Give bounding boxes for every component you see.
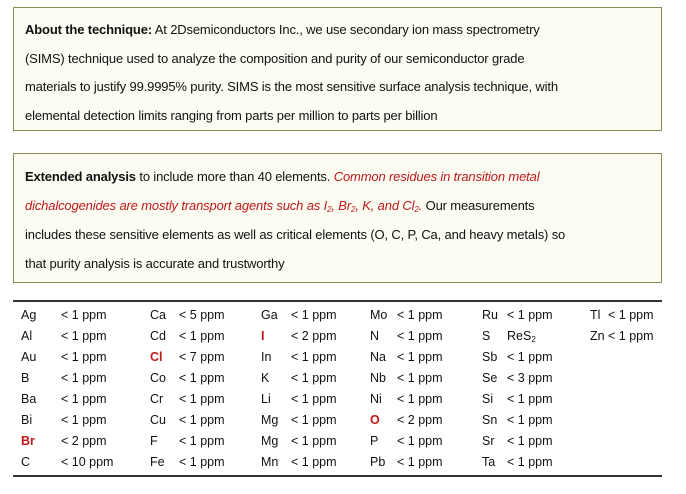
technique-line-1: About the technique: At 2Dsemiconductors Inc., we use secondary ion mass spectrometry <box>25 22 540 37</box>
detection-limit: < 1 ppm <box>61 413 107 427</box>
detection-limit: < 1 ppm <box>61 308 107 322</box>
technique-heading: About the technique: <box>25 22 152 37</box>
element-symbol: Mg <box>261 434 279 448</box>
element-symbol: Co <box>150 371 166 385</box>
extended-line-1: Extended analysis to include more than 40 elements. Common residues in transition metal <box>25 169 540 184</box>
technique-line-2: (SIMS) technique used to analyze the composition and purity of our semiconductor grade <box>25 50 525 66</box>
element-symbol: Mn <box>261 455 279 469</box>
element-symbol: Ta <box>482 455 496 469</box>
element-symbol: P <box>370 434 379 448</box>
detection-limit: < 1 ppm <box>291 434 337 448</box>
detection-limit: < 2 ppm <box>61 434 107 448</box>
element-symbol: Zn <box>590 329 605 343</box>
element-symbol: Pb <box>370 455 386 469</box>
detection-limit: < 1 ppm <box>291 308 337 322</box>
detection-limits-table <box>13 300 662 477</box>
detection-limit: < 1 ppm <box>397 434 443 448</box>
detection-limit: < 1 ppm <box>608 329 654 343</box>
detection-limit: < 1 ppm <box>507 434 553 448</box>
detection-limit: < 1 ppm <box>179 455 225 469</box>
detection-limit: < 1 ppm <box>397 392 443 406</box>
element-symbol: Bi <box>21 413 33 427</box>
element-symbol: Ba <box>21 392 37 406</box>
element-symbol: C <box>21 455 31 469</box>
detection-limit: < 1 ppm <box>507 455 553 469</box>
element-symbol: Se <box>482 371 498 385</box>
element-symbol: O <box>370 413 380 427</box>
element-symbol: In <box>261 350 272 364</box>
element-symbol: F <box>150 434 158 448</box>
element-symbol: Ca <box>150 308 166 322</box>
detection-limit: < 1 ppm <box>291 413 337 427</box>
element-symbol: S <box>482 329 491 343</box>
detection-limit: < 1 ppm <box>61 371 107 385</box>
detection-limit: < 1 ppm <box>507 350 553 364</box>
detection-limit: < 5 ppm <box>179 308 225 322</box>
detection-limit: < 1 ppm <box>61 392 107 406</box>
element-symbol: Ni <box>370 392 382 406</box>
detection-limit: < 1 ppm <box>179 413 225 427</box>
detection-limit: < 1 ppm <box>608 308 654 322</box>
detection-limit: < 1 ppm <box>291 455 337 469</box>
element-symbol: Ru <box>482 308 498 322</box>
element-symbol: Br <box>21 434 35 448</box>
extended-line-2: dichalcogenides are mostly transport agents such as $I_2$, $Br_2$, K, and $Cl_2$. Our measurements <box>25 198 535 214</box>
extended-heading: Extended analysis <box>25 169 136 184</box>
detection-limit: < 1 ppm <box>61 350 107 364</box>
detection-limit: < 1 ppm <box>179 329 225 343</box>
element-symbol: Na <box>370 350 386 364</box>
element-symbol: Li <box>261 392 271 406</box>
element-symbol: Sb <box>482 350 498 364</box>
detection-limit: < 3 ppm <box>507 371 553 385</box>
element-symbol: Mo <box>370 308 388 322</box>
element-symbol: Sn <box>482 413 498 427</box>
extended-line-4: that purity analysis is accurate and trustworthy <box>25 256 285 271</box>
detection-limit: < 1 ppm <box>397 308 443 322</box>
detection-limit: < 1 ppm <box>507 308 553 322</box>
extended-line-3: includes these sensitive elements as well as critical elements (O, C, P, Ca, and heavy metals) so <box>25 227 566 242</box>
detection-limit: < 1 ppm <box>397 329 443 343</box>
detection-limit: ReS$_2$ <box>507 329 536 344</box>
detection-limit: < 7 ppm <box>179 350 225 364</box>
detection-limit: < 1 ppm <box>397 455 443 469</box>
detection-limit: < 1 ppm <box>61 329 107 343</box>
element-symbol: Ag <box>21 308 37 322</box>
element-symbol: Nb <box>370 371 386 385</box>
technique-line-4: elemental detection limits ranging from parts per million to parts per billion <box>25 107 438 123</box>
detection-limit: < 1 ppm <box>397 350 443 364</box>
element-symbol: K <box>261 371 270 385</box>
detection-limit: < 10 ppm <box>61 455 114 469</box>
element-symbol: Tl <box>590 308 601 322</box>
detection-limit: < 1 ppm <box>397 371 443 385</box>
element-symbol: Mg <box>261 413 279 427</box>
element-symbol: N <box>370 329 380 343</box>
element-symbol: B <box>21 371 30 385</box>
element-symbol: Au <box>21 350 37 364</box>
detection-limit: < 1 ppm <box>179 434 225 448</box>
element-symbol: Sr <box>482 434 495 448</box>
detection-limit: < 2 ppm <box>291 329 337 343</box>
element-symbol: Cl <box>150 350 163 364</box>
element-symbol: Si <box>482 392 494 406</box>
element-symbol: I <box>261 329 265 343</box>
element-symbol: Cr <box>150 392 164 406</box>
element-symbol: Fe <box>150 455 165 469</box>
technique-box <box>13 7 662 131</box>
detection-limit: < 1 ppm <box>507 413 553 427</box>
detection-limit: < 1 ppm <box>179 371 225 385</box>
technique-line-3: materials to justify 99.9995% purity. SIMS is the most sensitive surface analysis technique, with <box>25 79 558 94</box>
detection-limit: < 1 ppm <box>179 392 225 406</box>
detection-limit: < 1 ppm <box>291 350 337 364</box>
detection-limit: < 1 ppm <box>507 392 553 406</box>
element-symbol: Cu <box>150 413 166 427</box>
element-symbol: Al <box>21 329 33 343</box>
detection-limit: < 1 ppm <box>291 371 337 385</box>
element-symbol: Ga <box>261 308 278 322</box>
detection-limit: < 2 ppm <box>397 413 443 427</box>
extended-analysis-box <box>13 153 662 283</box>
element-symbol: Cd <box>150 329 166 343</box>
detection-limit: < 1 ppm <box>291 392 337 406</box>
